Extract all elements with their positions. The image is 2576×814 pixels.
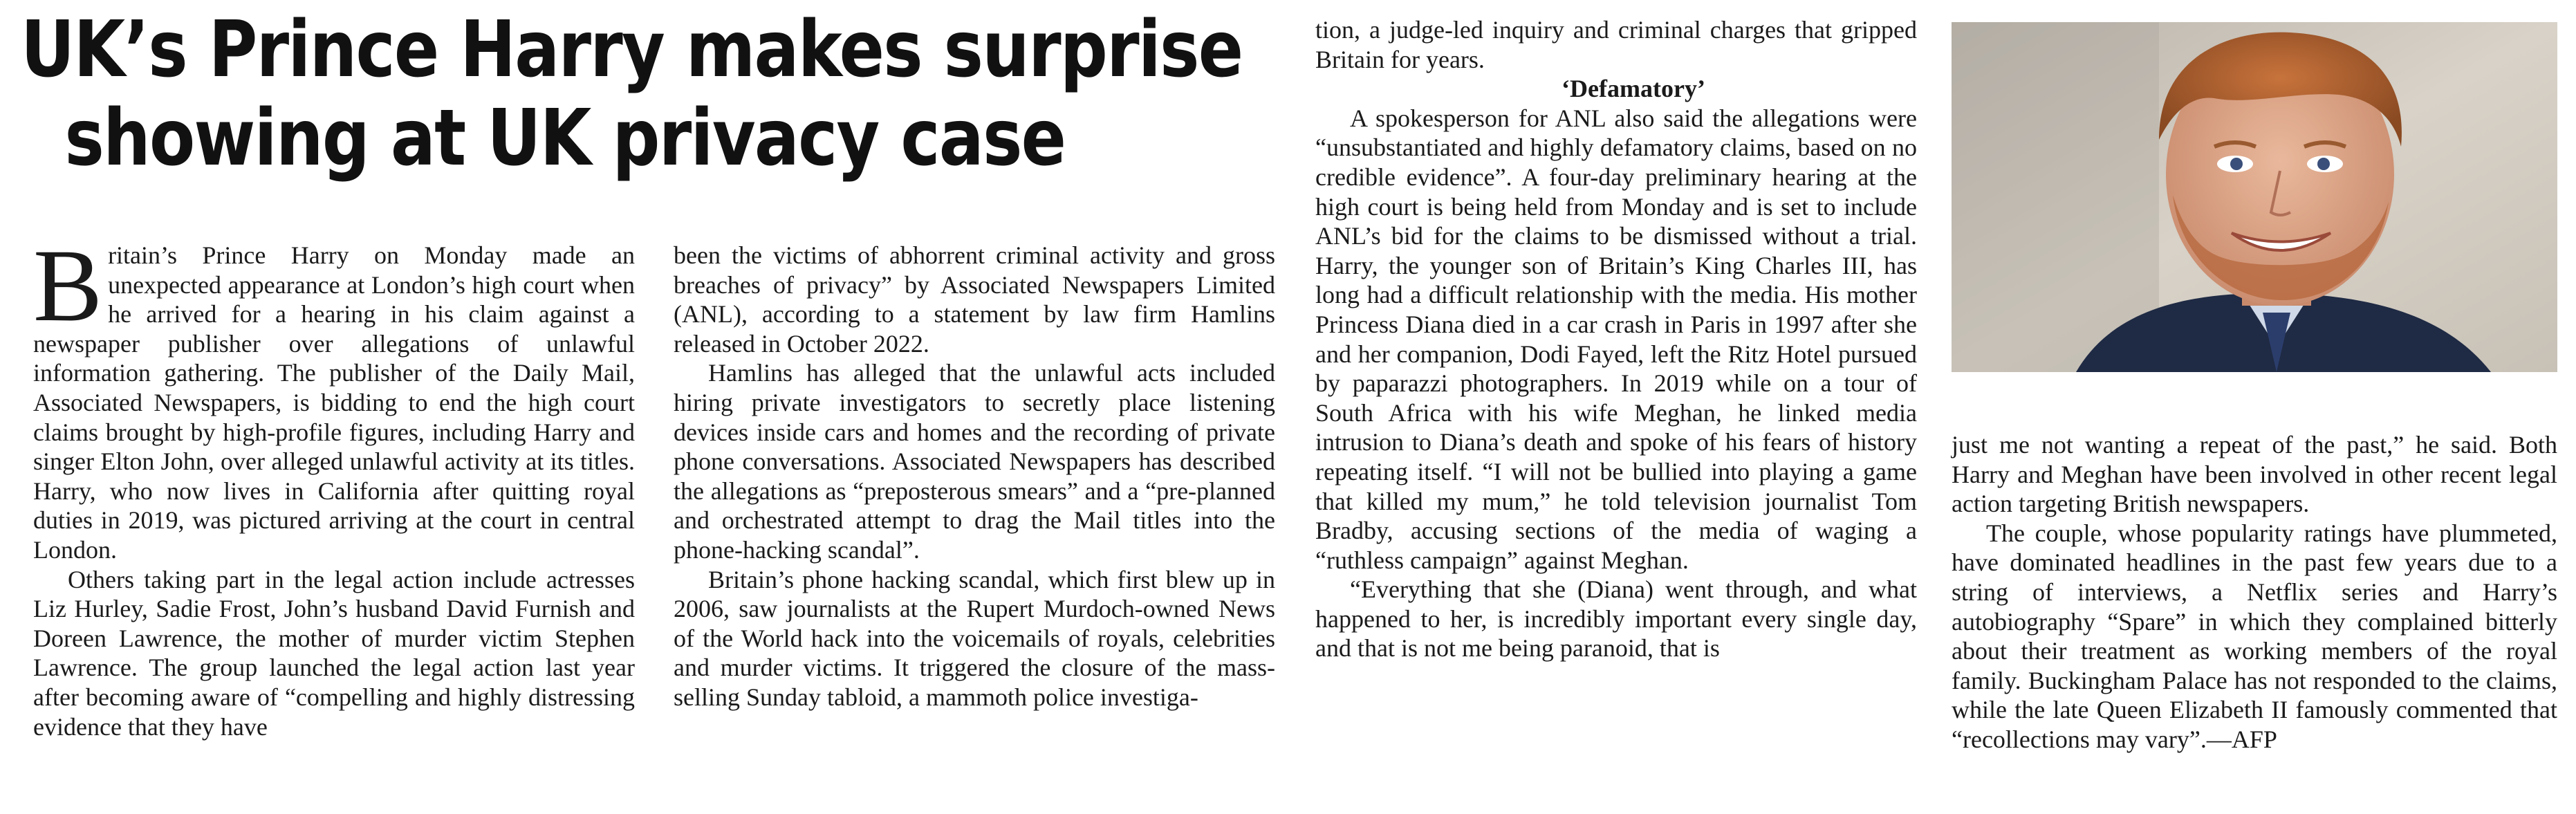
- headline-line-2: showing at UK privacy case: [64, 93, 1066, 183]
- article-column-2: [674, 241, 1275, 712]
- headline: [21, 5, 1243, 183]
- subhead: ‘Defamatory’: [1562, 75, 1705, 103]
- portrait-illustration: [1952, 22, 2557, 372]
- drop-cap: B: [33, 228, 103, 343]
- paragraph-3: been the victims of abhorrent criminal activity and gross breaches of privacy” by Associated Newspapers Limited (ANL), according to a statement by law firm Hamlins released in October 2022.: [674, 241, 1275, 358]
- headline-line-1: UK’s Prince Harry makes surprise: [21, 5, 1243, 95]
- article-column-3: [1315, 15, 1917, 663]
- article-column-1: [33, 228, 635, 741]
- paragraph-1: [33, 228, 635, 565]
- paragraph-5: Britain’s phone hacking scandal, which first blew up in 2006, saw journalists at the Rupert Murdoch-owned News of the World hack into the voicemails of royals, celebrities and murder victims. It triggered the closure of the mass-selling Sunday tabloid, a mammoth police investiga-: [674, 565, 1275, 711]
- paragraph-10: The couple, whose popularity ratings have plummeted, have dominated headlines in the past few years due to a string of interviews, a Netflix series and Harry’s autobiography “Spare” in which they complained bitterly about their treatment as working members of the royal family. Buckingham Palace has not responded to the claims, while the late Queen Elizabeth II famously commented that “recollections may vary”.—AFP: [1952, 519, 2557, 753]
- paragraph-4: Hamlins has alleged that the unlawful acts included hiring private investigators to secretly place listening devices inside cars and homes and the recording of private phone conversations. Associated Newspapers has described the allegations as “preposterous smears” and a “pre-planned and orchestrated attempt to drag the Mail titles into the phone-hacking scandal”.: [674, 359, 1275, 564]
- paragraph-6: tion, a judge-led inquiry and criminal charges that gripped Britain for years.: [1315, 16, 1917, 73]
- article-column-4: [1952, 430, 2557, 755]
- paragraph-2: Others taking part in the legal action include actresses Liz Hurley, Sadie Frost, John’s husband David Furnish and Doreen Lawrence, the mother of murder victim Stephen Lawrence. The group launched the legal action last year after becoming aware of “compelling and highly distressing evidence that they have: [33, 565, 635, 741]
- portrait-photo: [1952, 22, 2557, 372]
- paragraph-7: A spokesperson for ANL also said the allegations were “unsubstantiated and highly defamatory claims, based on no credible evidence”. A four-day preliminary hearing at the high court is being held from Monday and is set to include ANL’s bid for the claims to be dismissed without a trial. Harry, the younger son of Britain’s King Charles III, has long had a difficult relationship with the media. His mother Princess Diana died in a car crash in Paris in 1997 after she and her companion, Dodi Fayed, left the Ritz Hotel pursued by paparazzi photographers. In 2019 while on a tour of South Africa with his wife Meghan, he linked media intrusion to Diana’s death and spoke of his fears of history repeating itself. “I will not be bullied into playing a game that killed my mum,” he told television journalist Tom Bradby, accusing sections of the media of waging a “ruthless campaign” against Meghan.: [1315, 104, 1917, 574]
- paragraph-1-text: ritain’s Prince Harry on Monday made an unexpected appearance at London’s high court when he arrived for a hearing in his claim against a newspaper publisher over allegations of unlawful information gathering. The publisher of the Daily Mail, Associated Newspapers, is bidding to end the high court claims brought by high-profile figures, including Harry and singer Elton John, over alleged unlawful activity at its titles. Harry, who now lives in California after quitting royal duties in 2019, was pictured arriving at the court in central London.: [33, 241, 635, 564]
- paragraph-9: just me not wanting a repeat of the past,” he said. Both Harry and Meghan have been involved in other recent legal action targeting British newspapers.: [1952, 431, 2557, 518]
- paragraph-8: “Everything that she (Diana) went through, and what happened to her, is incredibly important every single day, and that is not me being paranoid, that is: [1315, 575, 1917, 663]
